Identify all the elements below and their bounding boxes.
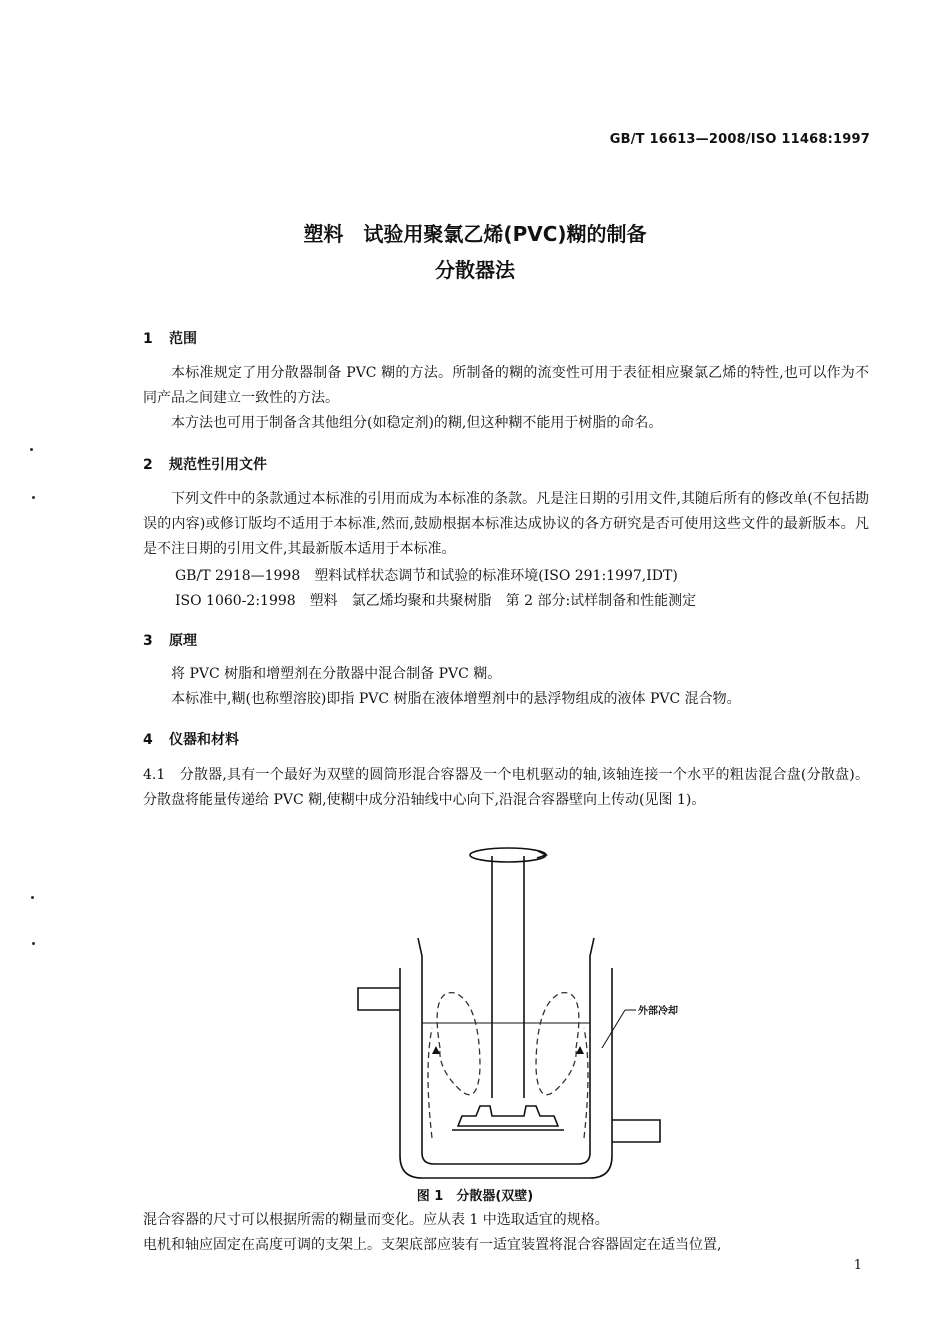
dispersion-disc (458, 1106, 558, 1126)
section-2-heading (143, 454, 267, 474)
cooling-label: 外部冷却 (638, 1006, 678, 1017)
section-1-paragraph-1: 本标准规定了用分散器制备 PVC 糊的方法。所制备的糊的流变性可用于表征相应聚氯乙烯的特性,也可以作为不同产品之间建立一致性的方法。 (143, 365, 869, 406)
section-title: 范围 (169, 331, 197, 347)
section-number: 1 (143, 331, 153, 347)
figure-caption: 图 1 分散器(双壁) (416, 1189, 534, 1204)
scan-speck (31, 896, 34, 899)
flow-up-arrow-icon (432, 1046, 440, 1054)
inlet-pipe (358, 988, 400, 1010)
cooling-leader-line (602, 1010, 625, 1048)
title-line-2: 分散器法 (435, 258, 515, 282)
section-number: 2 (143, 457, 153, 473)
section-number: 3 (143, 633, 153, 649)
section-3-paragraph-1: 将 PVC 树脂和增塑剂在分散器中混合制备 PVC 糊。 (171, 666, 502, 682)
reference-1: GB/T 2918—1998 塑料试样状态调节和试验的标准环境(ISO 291:1997,IDT) (175, 568, 678, 584)
section-title: 规范性引用文件 (169, 457, 267, 473)
figure-1-disperser-diagram (340, 838, 700, 1183)
standard-number: GB/T 16613—2008/ISO 11468:1997 (609, 132, 870, 147)
rotation-arrow-icon (470, 848, 546, 862)
scan-speck (32, 942, 35, 945)
section-3-heading (143, 630, 197, 650)
section-title: 原理 (169, 633, 197, 649)
outer-jacket (400, 968, 612, 1178)
title-line-1: 塑料 试验用聚氯乙烯(PVC)糊的制备 (303, 222, 647, 246)
paragraph-after-figure-1: 混合容器的尺寸可以根据所需的糊量而变化。应从表 1 中选取适宜的规格。 (143, 1212, 609, 1228)
clause-4-1: 4.1 分散器,具有一个最好为双壁的圆筒形混合容器及一个电机驱动的轴,该轴连接一个水平的粗齿混合盘(分散盘)。分散盘将能量传递给 PVC 糊,使糊中成分沿轴线中心向下,沿混合容器壁向上传动(见图 1)。 (143, 767, 869, 808)
section-title: 仪器和材料 (169, 732, 239, 748)
paragraph-after-figure-2: 电机和轴应固定在高度可调的支架上。支架底部应装有一适宜装置将混合容器固定在适当位置, (143, 1237, 722, 1253)
scan-speck (30, 448, 33, 451)
flow-arrows (432, 1046, 584, 1054)
section-2-paragraph-1: 下列文件中的条款通过本标准的引用而成为本标准的条款。凡是注日期的引用文件,其随后所有的修改单(不包括勘误的内容)或修订版均不适用于本标准,然而,鼓励根据本标准达成协议的各方研究是否可使用这些文件的最新版本。凡是不注日期的引用文件,其最新版本适用于本标准。 (143, 491, 869, 557)
reference-2: ISO 1060-2:1998 塑料 氯乙烯均聚和共聚树脂 第 2 部分:试样制备和性能测定 (175, 593, 697, 609)
section-4-heading (143, 729, 239, 749)
section-3-paragraph-2: 本标准中,糊(也称塑溶胶)即指 PVC 树脂在液体增塑剂中的悬浮物组成的液体 PVC 混合物。 (171, 691, 741, 707)
section-number: 4 (143, 732, 153, 748)
flow-up-arrow-icon (576, 1046, 584, 1054)
section-1-heading (143, 328, 197, 348)
page-number: 1 (853, 1258, 862, 1273)
scan-speck (32, 496, 35, 499)
section-1-paragraph-2: 本方法也可用于制备含其他组分(如稳定剂)的糊,但这种糊不能用于树脂的命名。 (171, 415, 663, 431)
outlet-pipe (612, 1120, 660, 1142)
